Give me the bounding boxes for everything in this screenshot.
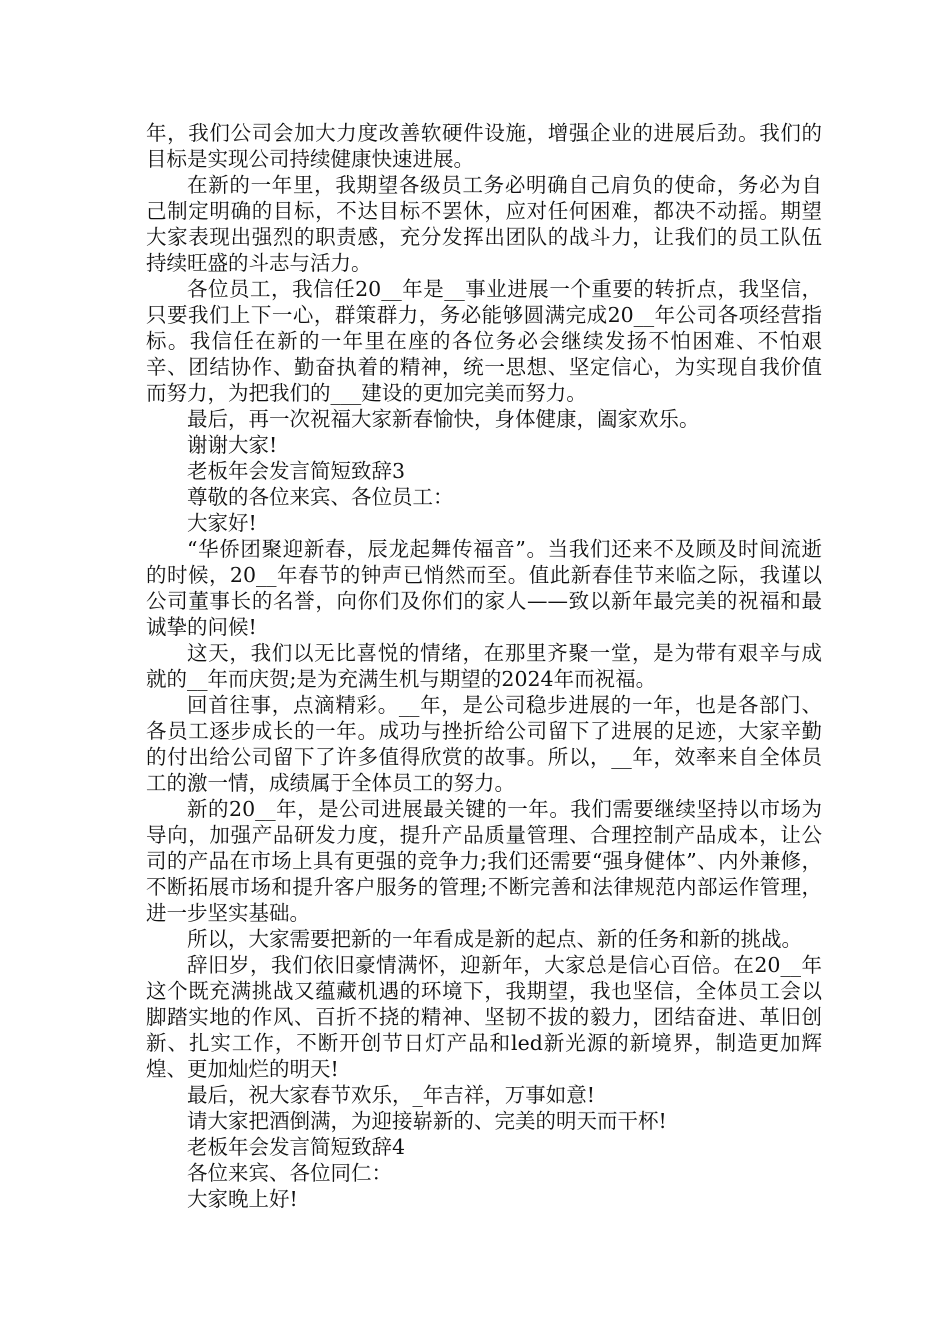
paragraph: 辞旧岁，我们依旧豪情满怀，迎新年，大家总是信心百倍。在20__年这个既充满挑战又蕴藏机遇的环境下，我期望，我也坚信，全体员工会以脚踏实地的作风、百折不挠的精神、坚韧不拔的毅力，团结奋进、革旧创新、扎实工作，不断开创节日灯产品和led新光源的新境界，制造更加辉煌、更加灿烂的明天!: [146, 953, 822, 1081]
paragraph: 新的20__年，是公司进展最关键的一年。我们需要继续坚持以市场为导向，加强产品研发力度，提升产品质量管理、合理控制产品成本，让公司的产品在市场上具有更强的竞争力;我们还需要“强身健体”、内外兼修，不断拓展市场和提升客户服务的管理;不断完善和法律规范内部运作管理，进一步坚实基础。: [146, 797, 822, 925]
paragraph: 最后，再一次祝福大家新春愉快，身体健康，阖家欢乐。: [187, 407, 700, 431]
salutation: 各位来宾、各位同仁：: [187, 1161, 392, 1185]
greeting: 大家好!: [187, 511, 257, 535]
paragraph-continuation: 年，我们公司会加大力度改善软硬件设施，增强企业的进展后劲。我们的目标是实现公司持续健康快速进展。: [146, 121, 822, 171]
paragraph: 在新的一年里，我期望各级员工务必明确自己肩负的使命，务必为自己制定明确的目标，不达目标不罢休，应对任何困难，都决不动摇。期望大家表现出强烈的职责感，充分发挥出团队的战斗力，让我们的员工队伍持续旺盛的斗志与活力。: [146, 173, 822, 275]
paragraph: 最后，祝大家春节欢乐，_年吉祥，万事如意!: [187, 1083, 595, 1107]
paragraph: 所以，大家需要把新的一年看成是新的起点、新的任务和新的挑战。: [187, 927, 802, 951]
paragraph: 这天，我们以无比喜悦的情绪，在那里齐聚一堂，是为带有艰辛与成就的__年而庆贺;是为充满生机与期望的2024年而祝福。: [146, 641, 822, 691]
greeting: 大家晚上好!: [187, 1187, 298, 1211]
document-body: [146, 120, 822, 1212]
paragraph: 各位员工，我信任20__年是__事业进展一个重要的转折点，我坚信，只要我们上下一心，群策群力，务必能够圆满完成20__年公司各项经营指标。我信任在新的一年里在座的各位务必会继续发扬不怕困难、不怕艰辛、团结协作、勤奋执着的精神，统一思想、坚定信心，为实现自我价值而努力，为把我们的___建设的更加完美而努力。: [146, 277, 822, 405]
paragraph: 请大家把酒倒满，为迎接崭新的、完美的明天而干杯!: [187, 1109, 667, 1133]
salutation: 尊敬的各位来宾、各位员工：: [187, 485, 454, 509]
paragraph: “华侨团聚迎新春，辰龙起舞传福音”。当我们还来不及顾及时间流逝的时候，20__年春节的钟声已悄然而至。值此新春佳节来临之际，我谨以公司董事长的名誉，向你们及你们的家人——致以新年最完美的祝福和最诚挚的问候!: [146, 537, 822, 639]
section-heading: 老板年会发言简短致辞4: [187, 1135, 406, 1159]
paragraph: 谢谢大家!: [187, 433, 278, 457]
paragraph: 回首往事，点滴精彩。__年，是公司稳步进展的一年，也是各部门、各员工逐步成长的一年。成功与挫折给公司留下了进展的足迹，大家辛勤的付出给公司留下了许多值得欣赏的故事。所以，__年，效率来自全体员工的激一情，成绩属于全体员工的努力。: [146, 693, 822, 795]
section-heading: 老板年会发言简短致辞3: [187, 459, 406, 483]
